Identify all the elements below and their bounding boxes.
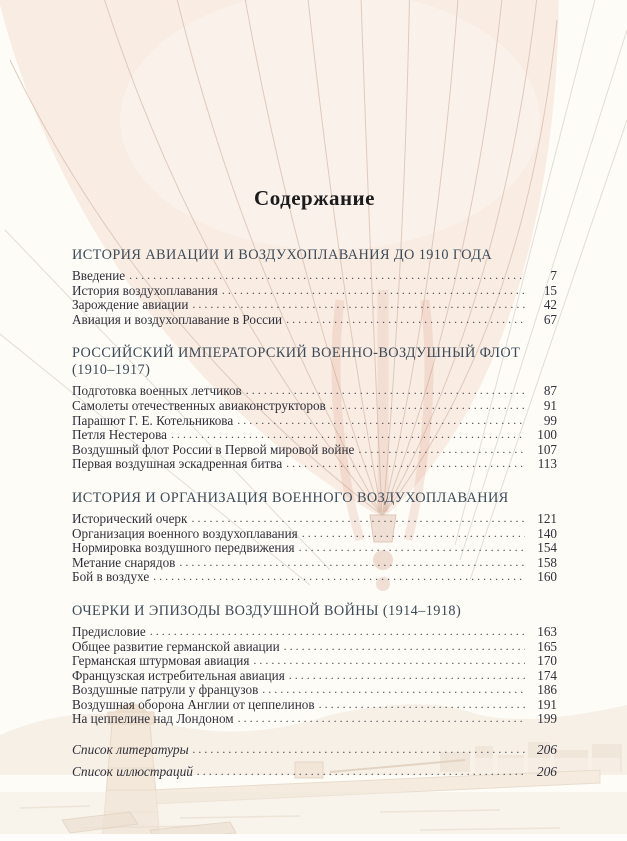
toc-section [72,345,557,472]
toc-entry-page: 170 [537,653,557,669]
dot-leader [191,511,525,526]
toc-entry-page: 163 [537,623,557,639]
toc-entry [72,541,557,556]
toc-entry-label: Метание снарядов [72,554,176,570]
toc-entry-label: Воздушная оборона Англии от цеппелинов [72,696,315,712]
toc-entry-page: 206 [536,763,557,779]
toc-entry-label: Петля Нестерова [72,427,168,443]
toc-section [72,603,557,727]
dot-leader [153,569,525,584]
toc-entry [72,443,557,458]
toc-entry-page: 174 [537,667,557,683]
section-heading: ИСТОРИЯ АВИАЦИИ И ВОЗДУХОПЛАВАНИЯ ДО 1910 ГОДА [72,247,493,263]
toc-entry-label: Авиация и воздухоплавание в России [72,311,283,327]
toc-entry [72,743,557,758]
toc-entry [72,313,557,328]
toc-entry-page: 113 [537,456,557,472]
dot-leader [179,555,525,570]
toc-entry-label: Зарождение авиации [72,297,189,313]
toc-entry-label: Общее развитие германской авиации [72,638,280,654]
dot-leader [192,297,525,312]
dot-leader [358,442,525,457]
toc-entry-page: 191 [537,696,557,712]
toc-entry [72,698,557,713]
dot-leader [238,711,525,726]
dot-leader [246,383,525,398]
toc-entry-label: Список литературы [72,742,189,758]
toc-entry [72,625,557,640]
toc-appendix [72,743,557,779]
toc-entry [72,654,557,669]
toc-entry-label: Воздушные патрули у французов [72,682,259,698]
dot-leader [193,742,525,757]
toc-entry-page: 206 [536,742,557,758]
dot-leader [330,398,525,413]
toc-entry-page: 91 [543,397,557,413]
toc-entry [72,527,557,542]
toc-entry [72,428,557,443]
page-title: Содержание [254,186,375,210]
toc-entry-label: Исторический очерк [72,510,188,526]
toc-entry-label: Бой в воздухе [72,569,150,585]
section-heading: ОЧЕРКИ И ЭПИЗОДЫ ВОЗДУШНОЙ ВОЙНЫ (1914–1918) [72,602,462,619]
section-heading: РОССИЙСКИЙ ИМПЕРАТОРСКИЙ ВОЕННО-ВОЗДУШНЫЙ ФЛОТ (1910–1917) [72,345,521,379]
toc-entry [72,570,557,585]
dot-leader [262,682,525,697]
dot-leader [302,526,525,541]
toc-entry-label: Подготовка военных летчиков [72,383,242,399]
toc-entry-page: 140 [537,525,557,541]
toc-entry-page: 99 [543,412,557,428]
dot-leader [299,540,525,555]
dot-leader [289,668,525,683]
dot-leader [129,268,525,283]
toc-entry-label: Нормировка воздушного передвижения [72,540,295,556]
toc-entry-label: Первая воздушная эскадренная битва [72,456,283,472]
toc-entry [72,712,557,727]
toc-entry-page: 7 [550,268,557,283]
toc-entry-label: Список иллюстраций [72,763,193,779]
toc-entry-label: Организация военного воздухоплавания [72,525,298,541]
toc-entry [72,556,557,571]
toc-entry-label: Парашют Г. Е. Котельникова [72,412,234,428]
toc-entry-page: 42 [543,297,557,313]
toc-entry [72,414,557,429]
section-heading: ИСТОРИЯ И ОРГАНИЗАЦИЯ ВОЕННОГО ВОЗДУХОПЛАВАНИЯ [72,489,509,506]
toc-entry-label: Предисловие [72,623,146,639]
toc-entry-page: 160 [537,569,557,585]
toc-entry-page: 15 [543,282,557,298]
toc-entry [72,765,557,780]
toc-entry-page: 67 [543,311,557,327]
dot-leader [319,697,525,712]
dot-leader [253,653,525,668]
toc-entry [72,284,557,299]
toc-entry-page: 165 [537,638,557,654]
toc-section [72,247,557,327]
dot-leader [222,283,525,298]
toc-entry [72,640,557,655]
toc-entry-page: 121 [537,510,557,526]
toc-section [72,490,557,585]
dot-leader [286,312,525,327]
toc-entry-page: 100 [537,427,557,443]
toc-entry [72,669,557,684]
toc-entry [72,269,557,284]
toc-entry-label: Германская штурмовая авиация [72,653,250,669]
toc-entry-page: 186 [537,682,557,698]
toc-entry-label: История воздухоплавания [72,282,218,298]
toc-entry [72,298,557,313]
toc-entry-label: Самолеты отечественных авиаконструкторов [72,397,326,413]
toc-entry-label: На цеппелине над Лондоном [72,711,234,727]
dot-leader [286,456,525,471]
toc-entry [72,457,557,472]
dot-leader [171,427,525,442]
toc-entry [72,399,557,414]
toc-entry-page: 87 [543,383,557,399]
dot-leader [197,764,525,779]
toc-entry-page: 154 [537,540,557,556]
toc-entry-page: 199 [537,711,557,727]
toc-entry [72,683,557,698]
dot-leader [237,413,525,428]
toc-entry-label: Воздушный флот России в Первой мировой войне [72,441,355,457]
toc-entry [72,512,557,527]
toc-entry-label: Французская истребительная авиация [72,667,285,683]
toc-entry [72,384,557,399]
dot-leader [284,639,525,654]
toc-entry-page: 158 [537,554,557,570]
toc-entry-page: 107 [537,441,557,457]
toc-entry-label: Введение [72,268,126,283]
dot-leader [150,624,525,639]
